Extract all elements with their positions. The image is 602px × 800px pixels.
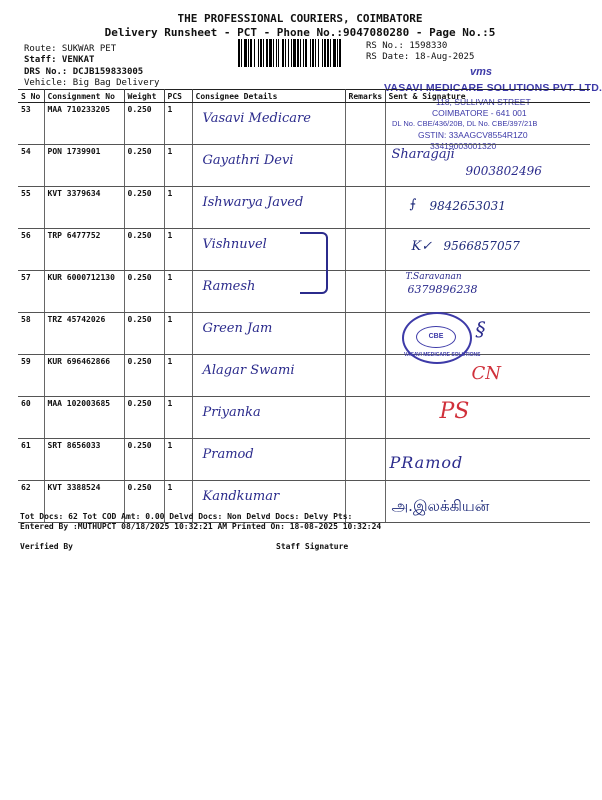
stamp-extra: 33419003001320 [430,141,497,151]
cell-remarks [345,355,385,397]
verified-by-label: Verified By [20,542,73,551]
table-header-row [18,90,590,103]
cell-remarks [345,397,385,439]
cell-remarks [345,271,385,313]
cell-weight: 0.250 [124,145,164,187]
cell-sno: 55 [18,187,44,229]
col-weight: Weight [124,90,164,103]
cell-weight: 0.250 [124,397,164,439]
cell-consignee: Gayathri Devi [202,153,294,168]
cell-consignee: Priyanka [202,405,261,420]
cell-weight: 0.250 [124,229,164,271]
cell-signature [385,103,590,145]
staff-signature-label: Staff Signature [276,542,349,551]
cell-pcs: 1 [164,313,192,355]
route-label: Route: SUKWAR PET [24,44,117,54]
cell-consignment: KVT 3388524 [44,481,124,523]
cell-consignee: Ramesh [202,279,256,294]
table-row [18,187,590,229]
cell-pcs: 1 [164,481,192,523]
drs-label: DRS No.: DCJB159833005 [24,67,144,77]
cell-consignee: Vishnuvel [202,237,267,252]
cell-signature: ⨍ 9842653031 [385,187,590,229]
cell-remarks [345,187,385,229]
table-row [18,439,590,481]
cell-remarks [345,145,385,187]
cell-signature: § [385,313,590,355]
cell-sno: 62 [18,481,44,523]
col-remarks: Remarks [345,90,385,103]
cell-pcs: 1 [164,397,192,439]
col-consignment: Consignment No [44,90,124,103]
vehicle-label: Vehicle: Big Bag Delivery [24,78,160,88]
cell-weight: 0.250 [124,481,164,523]
cell-weight: 0.250 [124,271,164,313]
cell-remarks [345,229,385,271]
handwritten-bracket [300,232,328,294]
stamp-dl: DL No. CBE/436/20B, DL No. CBE/397/21B [392,119,538,128]
table-row [18,103,590,145]
stamp-logo: vms [470,66,493,78]
cell-sno: 53 [18,103,44,145]
cell-pcs: 1 [164,355,192,397]
cell-sno: 54 [18,145,44,187]
col-signature: Sent & Signature [385,90,590,103]
cell-consignment: MAA 710233205 [44,103,124,145]
cell-consignment: KVT 3379634 [44,187,124,229]
cell-pcs: 1 [164,187,192,229]
stamp-street: 118, SULLIVAN STREET [436,97,531,107]
cell-consignee: Pramod [202,447,254,462]
cell-consignment: TRP 6477752 [44,229,124,271]
runsheet-table [18,89,590,523]
cell-consignment: SRT 8656033 [44,439,124,481]
table-row [18,397,590,439]
cell-consignee: Alagar Swami [202,363,295,378]
cell-consignee: Vasavi Medicare [202,111,311,126]
cell-sno: 61 [18,439,44,481]
round-company-stamp [402,312,481,364]
round-stamp-center: CBE [416,326,456,348]
cell-weight: 0.250 [124,187,164,229]
table-row [18,313,590,355]
table-row [18,355,590,397]
cell-pcs: 1 [164,103,192,145]
company-title: THE PROFESSIONAL COURIERS, COIMBATORE [177,12,423,25]
col-pcs: PCS [164,90,192,103]
cell-remarks [345,313,385,355]
cell-remarks [345,103,385,145]
runsheet-subtitle: Delivery Runsheet - PCT - Phone No.:9047080280 - Page No.:5 [104,26,496,39]
cell-consignee: Green Jam [202,321,273,336]
cell-consignment: KUR 6000712130 [44,271,124,313]
cell-sno: 56 [18,229,44,271]
cell-signature: K✓ 9566857057 [385,229,590,271]
cell-consignee: Kandkumar [202,489,280,504]
cell-pcs: 1 [164,439,192,481]
entered-by-line: Entered By :MUTHUPCT 08/18/2025 10:32:21 AM Printed On: 18-08-2025 10:32:24 [20,522,382,531]
rs-date: RS Date: 18-Aug-2025 [366,52,475,62]
cell-weight: 0.250 [124,355,164,397]
totals-line: Tot Docs: 62 Tot COD Amt: 0.00 Delvd Docs: Non Delvd Docs: Delvy Pts: [20,512,353,521]
cell-sno: 58 [18,313,44,355]
rs-number: RS No.: 1598330 [366,41,448,51]
round-stamp-text: VASAVI MEDICARE SOLUTIONS [404,352,481,358]
cell-sno: 60 [18,397,44,439]
barcode [238,39,362,67]
stamp-company-name: VASAVI MEDICARE SOLUTIONS PVT. LTD. [384,82,602,94]
stamp-gstin: GSTIN: 33AAGCV8554R1Z0 [418,130,528,140]
cell-pcs: 1 [164,271,192,313]
cell-sno: 59 [18,355,44,397]
cell-consignment: MAA 102003685 [44,397,124,439]
table-row [18,145,590,187]
cell-signature: அ.இலக்கியன் [385,481,590,523]
cell-consignment: TRZ 45742026 [44,313,124,355]
staff-label: Staff: VENKAT [24,55,95,65]
stamp-city: COIMBATORE - 641 001 [432,108,527,118]
cell-weight: 0.250 [124,313,164,355]
cell-consignment: KUR 696462866 [44,355,124,397]
cell-pcs: 1 [164,145,192,187]
cell-weight: 0.250 [124,103,164,145]
cell-consignment: PON 1739901 [44,145,124,187]
cell-sno: 57 [18,271,44,313]
cell-signature: Sharagaji 9003802496 [385,145,590,187]
cell-signature: PS [385,397,590,439]
cell-consignee: Ishwarya Javed [202,195,304,210]
cell-pcs: 1 [164,229,192,271]
col-consignee: Consignee Details [192,90,345,103]
cell-signature: PRamod [385,439,590,481]
col-sno: S No [18,90,44,103]
cell-signature: T.Saravanan 6379896238 [385,271,590,313]
cell-remarks [345,439,385,481]
cell-signature: CN [385,355,590,397]
cell-weight: 0.250 [124,439,164,481]
